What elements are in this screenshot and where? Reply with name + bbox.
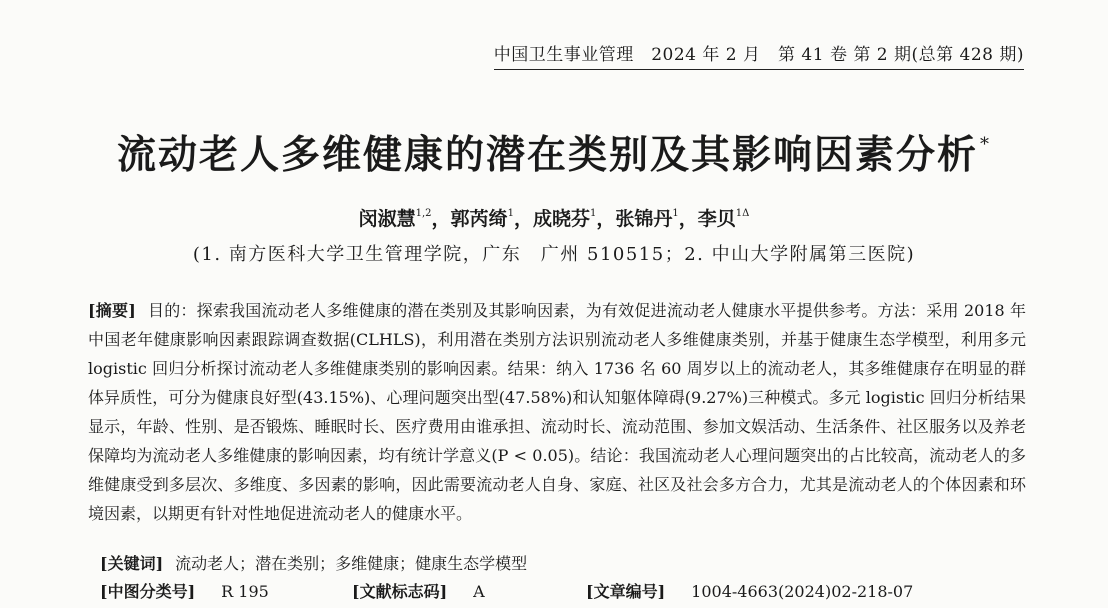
title-footnote-mark: * — [980, 134, 991, 155]
article-number-field — [586, 579, 913, 602]
document-code-field — [352, 579, 485, 602]
author-separator: ， — [596, 208, 616, 230]
article-title — [0, 124, 1108, 180]
keywords-text: 流动老人；潜在类别；多维健康；健康生态学模型 — [175, 554, 528, 573]
author-name: 闵淑慧 — [358, 208, 416, 230]
author-separator: ， — [678, 208, 698, 230]
keywords-line — [100, 551, 527, 574]
clc-value: R 195 — [221, 582, 269, 601]
article-number-value: 1004-4663(2024)02-218-07 — [691, 582, 914, 601]
clc-label: [中图分类号] — [100, 582, 196, 601]
author-separator: ， — [431, 208, 451, 230]
title-text: 流动老人多维健康的潜在类别及其影响因素分析 — [116, 132, 978, 178]
author-affiliation-mark: 1,2 — [415, 208, 432, 219]
author-affiliation-mark: 1 — [589, 208, 597, 219]
author-name: 李贝 — [697, 208, 736, 230]
author-name: 成晓芬 — [532, 208, 590, 230]
keywords-label: [关键词] — [100, 554, 164, 573]
author-affiliation-mark: 1 — [507, 208, 514, 219]
author-list — [0, 204, 1108, 231]
author-affiliation-mark: 1 — [672, 208, 679, 219]
author-affiliation-mark: 1Δ — [735, 208, 750, 219]
abstract-text: 目的：探索我国流动老人多维健康的潜在类别及其影响因素，为有效促进流动老人健康水平提供参考。方法：采用 2018 年中国老年健康影响因素跟踪调查数据(CLHLS)，利用潜在类别方法识别流动老人多维健康类别，并基于健康生态学模型，利用多元 logistic 回归分析探讨流动老人多维健康类别的影响因素。结果：纳入 1736 名 60 周岁以上的流动老人，其多维健康存在明显的群体异质性，可分为健康良好型(43.15%)、心理问题突出型(47.58%)和认知躯体障碍(9.27%)三种模式。多元 logistic 回归分析结果显示，年龄、性别、是否锻炼、睡眠时长、医疗费用由谁承担、流动时长、流动范围、参加文娱活动、生活条件、社区服务以及养老保障均为流动老人多维健康的影响因素，均有统计学意义(P < 0.05)。结论：我国流动老人心理问题突出的占比较高，流动老人的多维健康受到多层次、多维度、多因素的影响，因此需要流动老人自身、家庭、社区及社会多方合力，尤其是流动老人的个体因素和环境因素，以期更有针对性地促进流动老人的健康水平。 — [88, 301, 1026, 523]
article-number-label: [文章编号] — [586, 582, 666, 601]
abstract-section — [88, 296, 1026, 528]
author-separator: ， — [513, 208, 533, 230]
abstract-label: [摘要] — [88, 301, 136, 320]
journal-running-header: 中国卫生事业管理 2024 年 2 月 第 41 卷 第 2 期(总第 428 期) — [494, 40, 1024, 70]
author-name: 张锦丹 — [615, 208, 673, 230]
author-name: 郭芮绮 — [450, 208, 508, 230]
document-code-label: [文献标志码] — [352, 582, 448, 601]
document-code-value: A — [473, 582, 485, 601]
clc-field — [100, 579, 269, 602]
author-affiliations: (1. 南方医科大学卫生管理学院，广东 广州 510515；2. 中山大学附属第三医院) — [192, 244, 916, 265]
